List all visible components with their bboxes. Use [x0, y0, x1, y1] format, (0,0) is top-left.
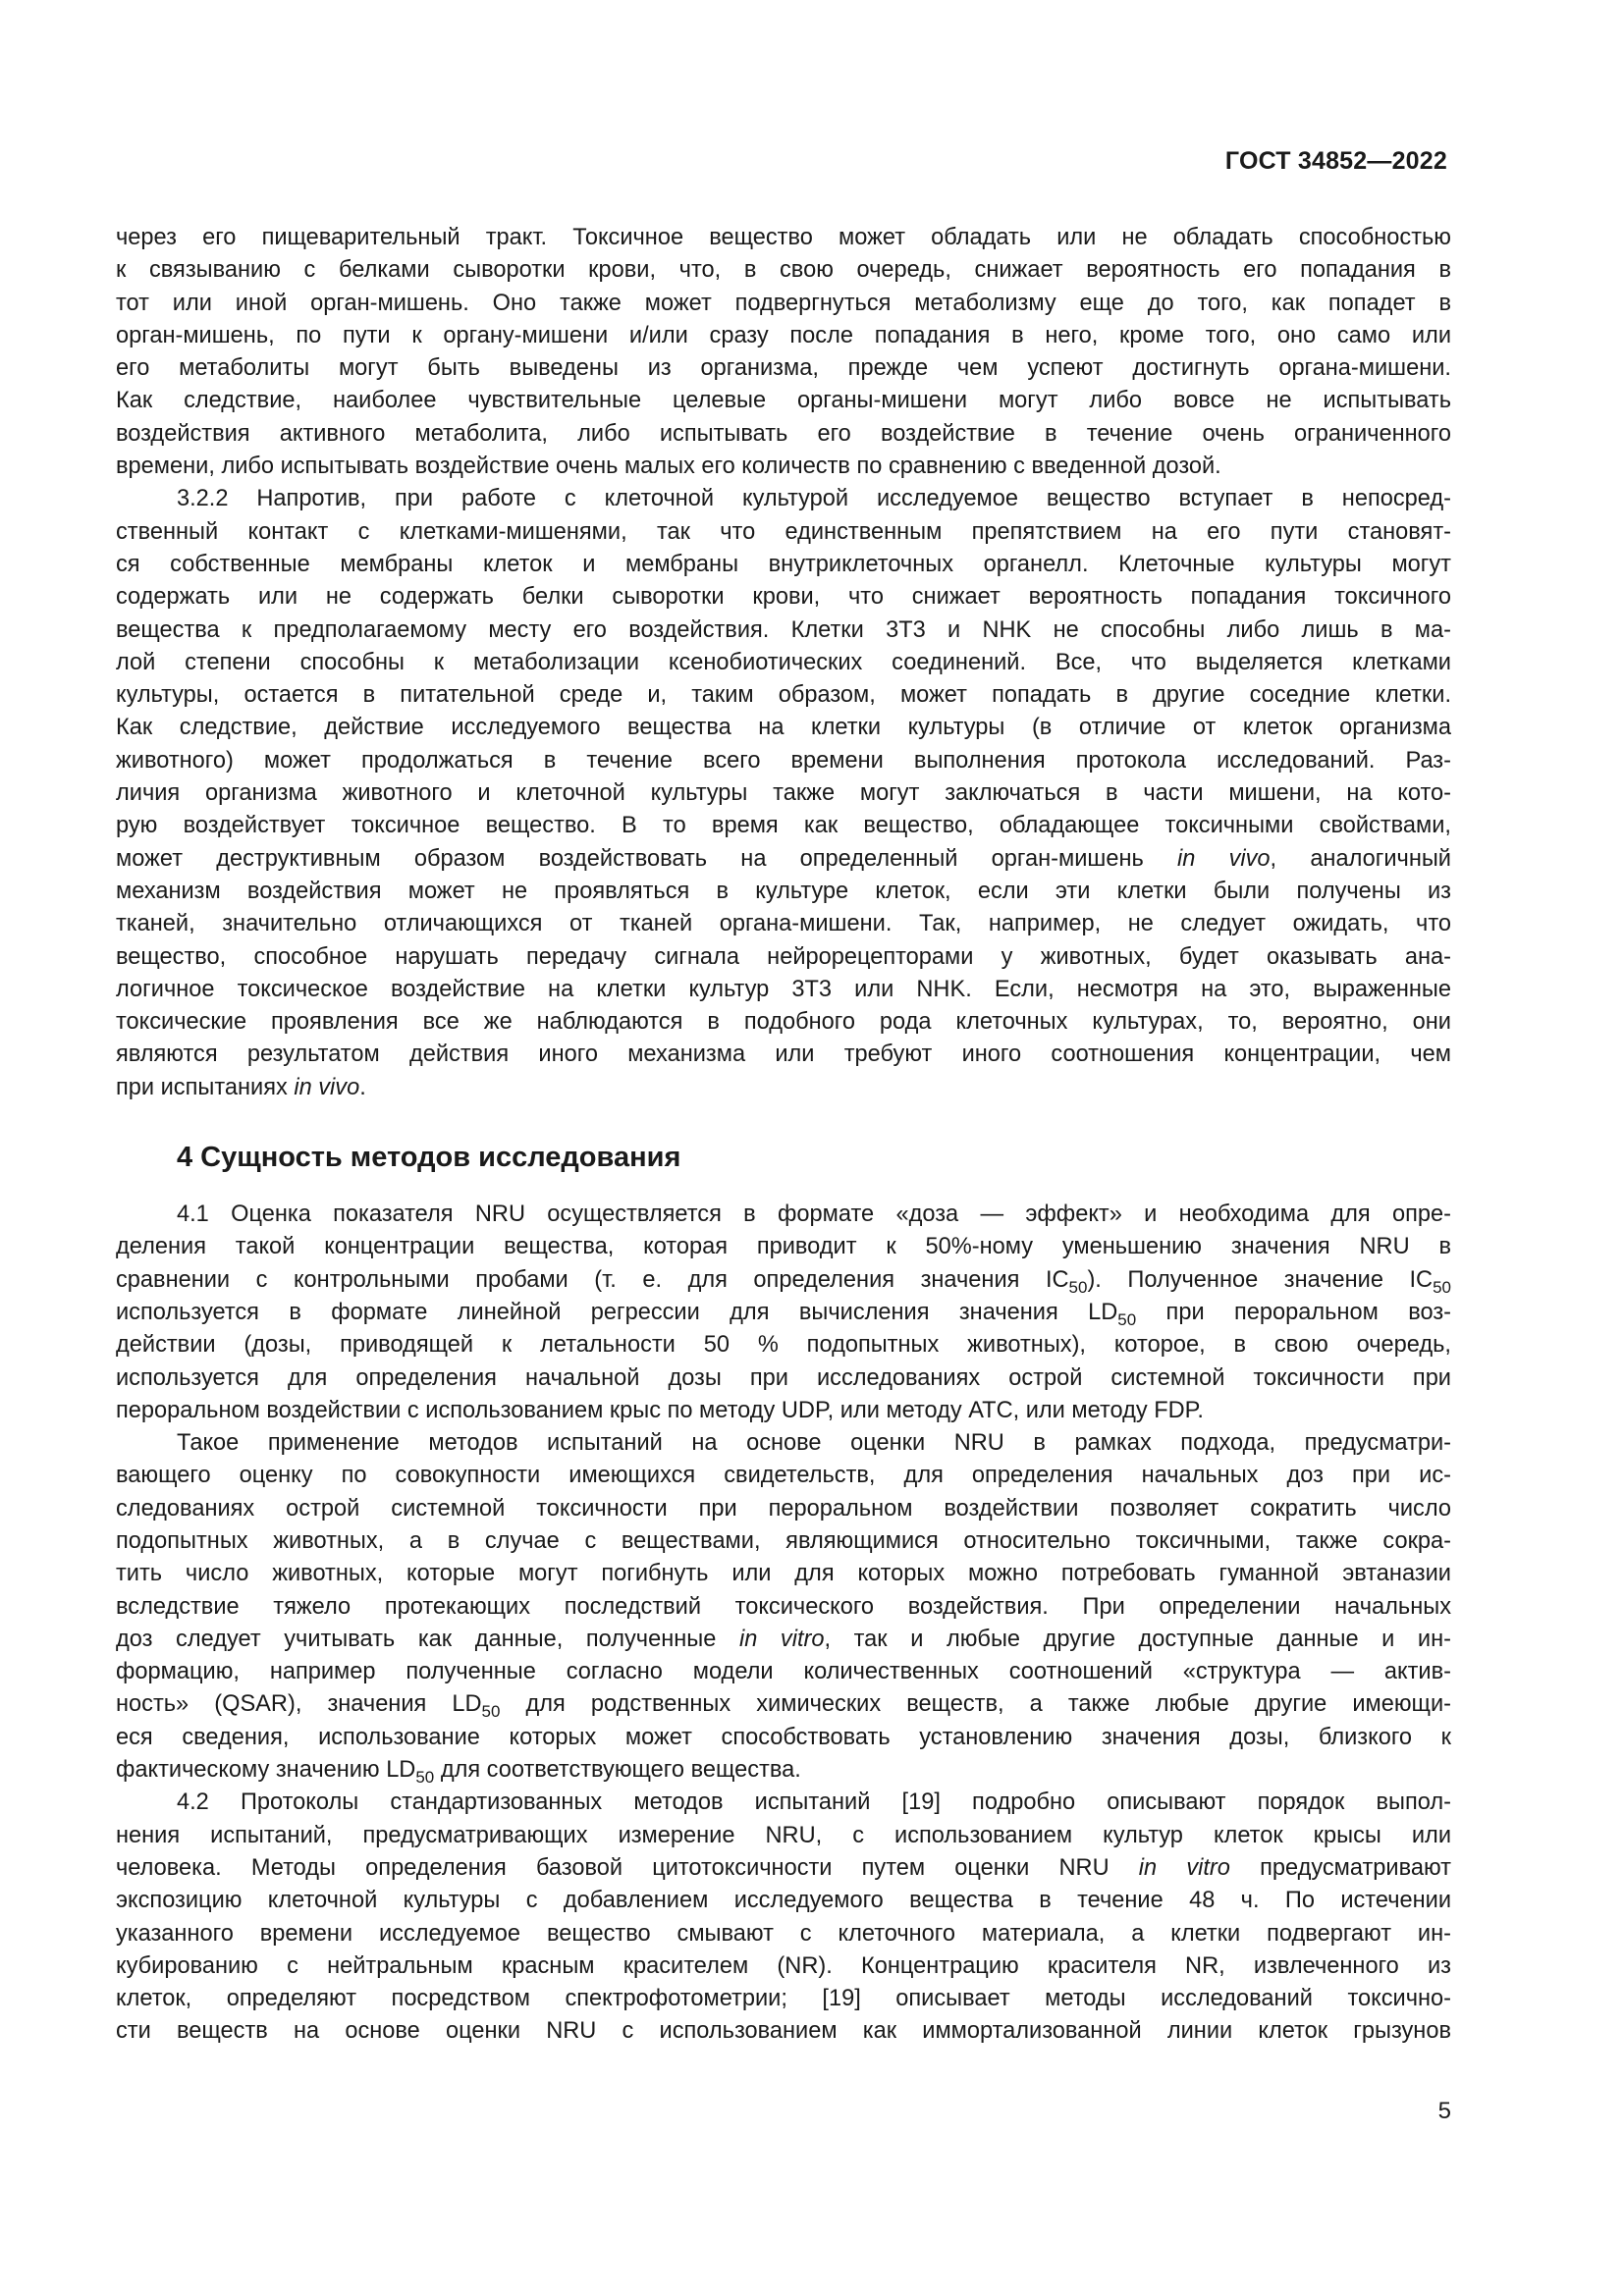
text-line: вещества к предполагаемому месту его воздействия. Клетки 3Т3 и NHK не способны либо лишь в ма- [116, 616, 1451, 643]
text-line: нения испытаний, предусматривающих измерение NRU, с использованием культур клеток крысы или [116, 1822, 1451, 1848]
text-line: доз следует учитывать как данные, полученные in vitro, так и любые другие доступные данные и ин- [116, 1626, 1451, 1652]
text-line: тот или иной орган-мишень. Оно также может подвергнуться метаболизму еще до того, как попадет в [116, 290, 1451, 316]
text-line: воздействия активного метаболита, либо испытывать его воздействие в течение очень ограниченного [116, 420, 1451, 447]
text-line: фактическому значению $LD_{50}$ для соответствующего вещества. [116, 1757, 801, 1787]
text-line: используется в формате линейной регрессии для вычисления значения $LD_{50}$ при пероральном воз- [116, 1299, 1451, 1329]
text-line: ственный контакт с клетками-мишенями, так что единственным препятствием на его пути становят- [116, 518, 1451, 545]
text-line: вающего оценку по совокупности имеющихся свидетельств, для определения начальных доз при ис- [116, 1463, 1451, 1489]
text-line: указанного времени исследуемое вещество смывают с клеточного материала, а клетки подвергают ин- [116, 1920, 1451, 1947]
text-line: механизм воздействия может не проявляться в культуре клеток, если эти клетки были получены из [116, 878, 1451, 904]
text-line: орган-мишень, по пути к органу-мишени и/или сразу после попадания в него, кроме того, оно само или [116, 322, 1451, 348]
paragraph-p-cont [116, 222, 1451, 483]
text-line: времени, либо испытывать воздействие очень малых его количеств по сравнению с введенной дозой. [116, 454, 1221, 480]
text-line: используется для определения начальной дозы при исследованиях острой системной токсичности при [116, 1364, 1451, 1391]
text-line: вещество, способное нарушать передачу сигнала нейрорецепторами у животных, будет оказывать ана- [116, 943, 1451, 970]
page-number: 5 [1437, 2098, 1451, 2124]
text-line: может деструктивным образом воздействовать на определенный орган-мишень in vivo, аналогичный [116, 845, 1451, 872]
text-line: экспозицию клеточной культуры с добавлением исследуемого вещества в течение 48 ч. По истечении [116, 1888, 1451, 1914]
text-line: сравнении с контрольными пробами (т. е. для определения значения $IC_{50}$). Полученное значение $IC_{50}$ [116, 1266, 1451, 1297]
text-line: 4.1 Оценка показателя NRU осуществляется в формате «доза — эффект» и необходима для опре- [177, 1201, 1451, 1228]
text-line: ся собственные мембраны клеток и мембраны внутриклеточных органелл. Клеточные культуры могут [116, 551, 1451, 577]
text-line: 4.2 Протоколы стандартизованных методов испытаний [19] подробно описывают порядок выпол- [177, 1789, 1451, 1816]
text-line: личия организма животного и клеточной культуры также могут заключаться в части мишени, на кото- [116, 780, 1451, 807]
text-line: формацию, например полученные согласно модели количественных соотношений «структура — актив- [116, 1659, 1451, 1685]
text-line: следованиях острой системной токсичности при пероральном воздействии позволяет сократить число [116, 1495, 1451, 1522]
text-line: клеток, определяют посредством спектрофотометрии; [19] описывает методы исследований токсично- [116, 1986, 1451, 2012]
paragraph-p-3-2-2 [116, 483, 1451, 1104]
text-line: подопытных животных, а в случае с веществами, являющимися относительно токсичными, также сокра- [116, 1527, 1451, 1554]
text-line: животного) может продолжаться в течение всего времени выполнения протокола исследований. Раз- [116, 747, 1451, 774]
paragraphs-before-section [116, 222, 1451, 1104]
text-line: тить число животных, которые могут погибнуть или для которых можно потребовать гуманной эвтаназии [116, 1561, 1451, 1587]
text-line: еся сведения, использование которых может способствовать установлению значения дозы, близкого к [116, 1724, 1451, 1750]
text-line: кубированию с нейтральным красным красителем (NR). Концентрацию красителя NR, извлеченного из [116, 1952, 1451, 1979]
document-code-header: ГОСТ 34852—2022 [1224, 147, 1447, 175]
text-line: являются результатом действия иного механизма или требуют иного соотношения концентрации, чем [116, 1041, 1451, 1068]
text-line: сти веществ на основе оценки NRU с использованием как иммортализованной линии клеток грызунов [116, 2018, 1451, 2045]
text-line: рую воздействует токсичное вещество. В то время как вещество, обладающее токсичными свойствами, [116, 813, 1451, 839]
text-line: токсические проявления все же наблюдаются в подобного рода клеточных культурах, то, вероятно, они [116, 1009, 1451, 1036]
text-line: логичное токсическое воздействие на клетки культур 3Т3 или NHK. Если, несмотря на это, выраженные [116, 976, 1451, 1002]
paragraph-p-4-1 [116, 1199, 1451, 1427]
text-line: через его пищеварительный тракт. Токсичное вещество может обладать или не обладать способностью [116, 225, 1451, 250]
document-body [116, 222, 1451, 2049]
text-line: человека. Методы определения базовой цитотоксичности путем оценки NRU in vitro предусматривают [116, 1854, 1451, 1881]
text-line: содержать или не содержать белки сыворотки крови, что снижает вероятность попадания токсичного [116, 584, 1451, 611]
text-line: к связыванию с белками сыворотки крови, что, в свою очередь, снижает вероятность его попадания в [116, 257, 1451, 284]
text-line: тканей, значительно отличающихся от тканей органа-мишени. Так, например, не следует ожидать, что [116, 911, 1451, 937]
text-line: культуры, остается в питательной среде и, таким образом, может попадать в другие соседние клетки. [116, 682, 1451, 709]
text-line: Как следствие, действие исследуемого вещества на клетки культуры (в отличие от клеток организма [116, 715, 1451, 741]
text-line: Как следствие, наиболее чувствительные целевые органы-мишени могут либо вовсе не испытывать [116, 388, 1451, 414]
text-line: действии (дозы, приводящей к летальности 50 % подопытных животных), которое, в свою очередь, [116, 1332, 1451, 1359]
text-line: его метаболиты могут быть выведены из организма, прежде чем успеют достигнуть органа-мишени. [116, 355, 1451, 382]
text-line: вследствие тяжело протекающих последствий токсического воздействия. При определении начальных [116, 1593, 1451, 1620]
text-line: пероральном воздействии с использованием крыс по методу UDP, или методу АТС, или методу FDP. [116, 1397, 1204, 1423]
text-line: при испытаниях in vivo. [116, 1074, 366, 1100]
text-line: деления такой концентрации вещества, которая приводит к 50%-ному уменьшению значения NRU в [116, 1234, 1451, 1260]
paragraph-p-4-1-b [116, 1427, 1451, 1787]
text-line: 3.2.2 Напротив, при работе с клеточной культурой исследуемое вещество вступает в непосред- [177, 486, 1451, 512]
section-title: 4 Сущность методов исследования [177, 1142, 681, 1174]
paragraphs-after-section [116, 1199, 1451, 2049]
text-line: Такое применение методов испытаний на основе оценки NRU в рамках подхода, предусматри- [177, 1430, 1451, 1457]
text-line: лой степени способны к метаболизации ксенобиотических соединений. Все, что выделяется клетками [116, 649, 1451, 675]
text-line: ность» (QSAR), значения $LD_{50}$ для родственных химических веществ, а также любые другие имеющи- [116, 1691, 1451, 1722]
paragraph-p-4-2 [116, 1787, 1451, 2048]
